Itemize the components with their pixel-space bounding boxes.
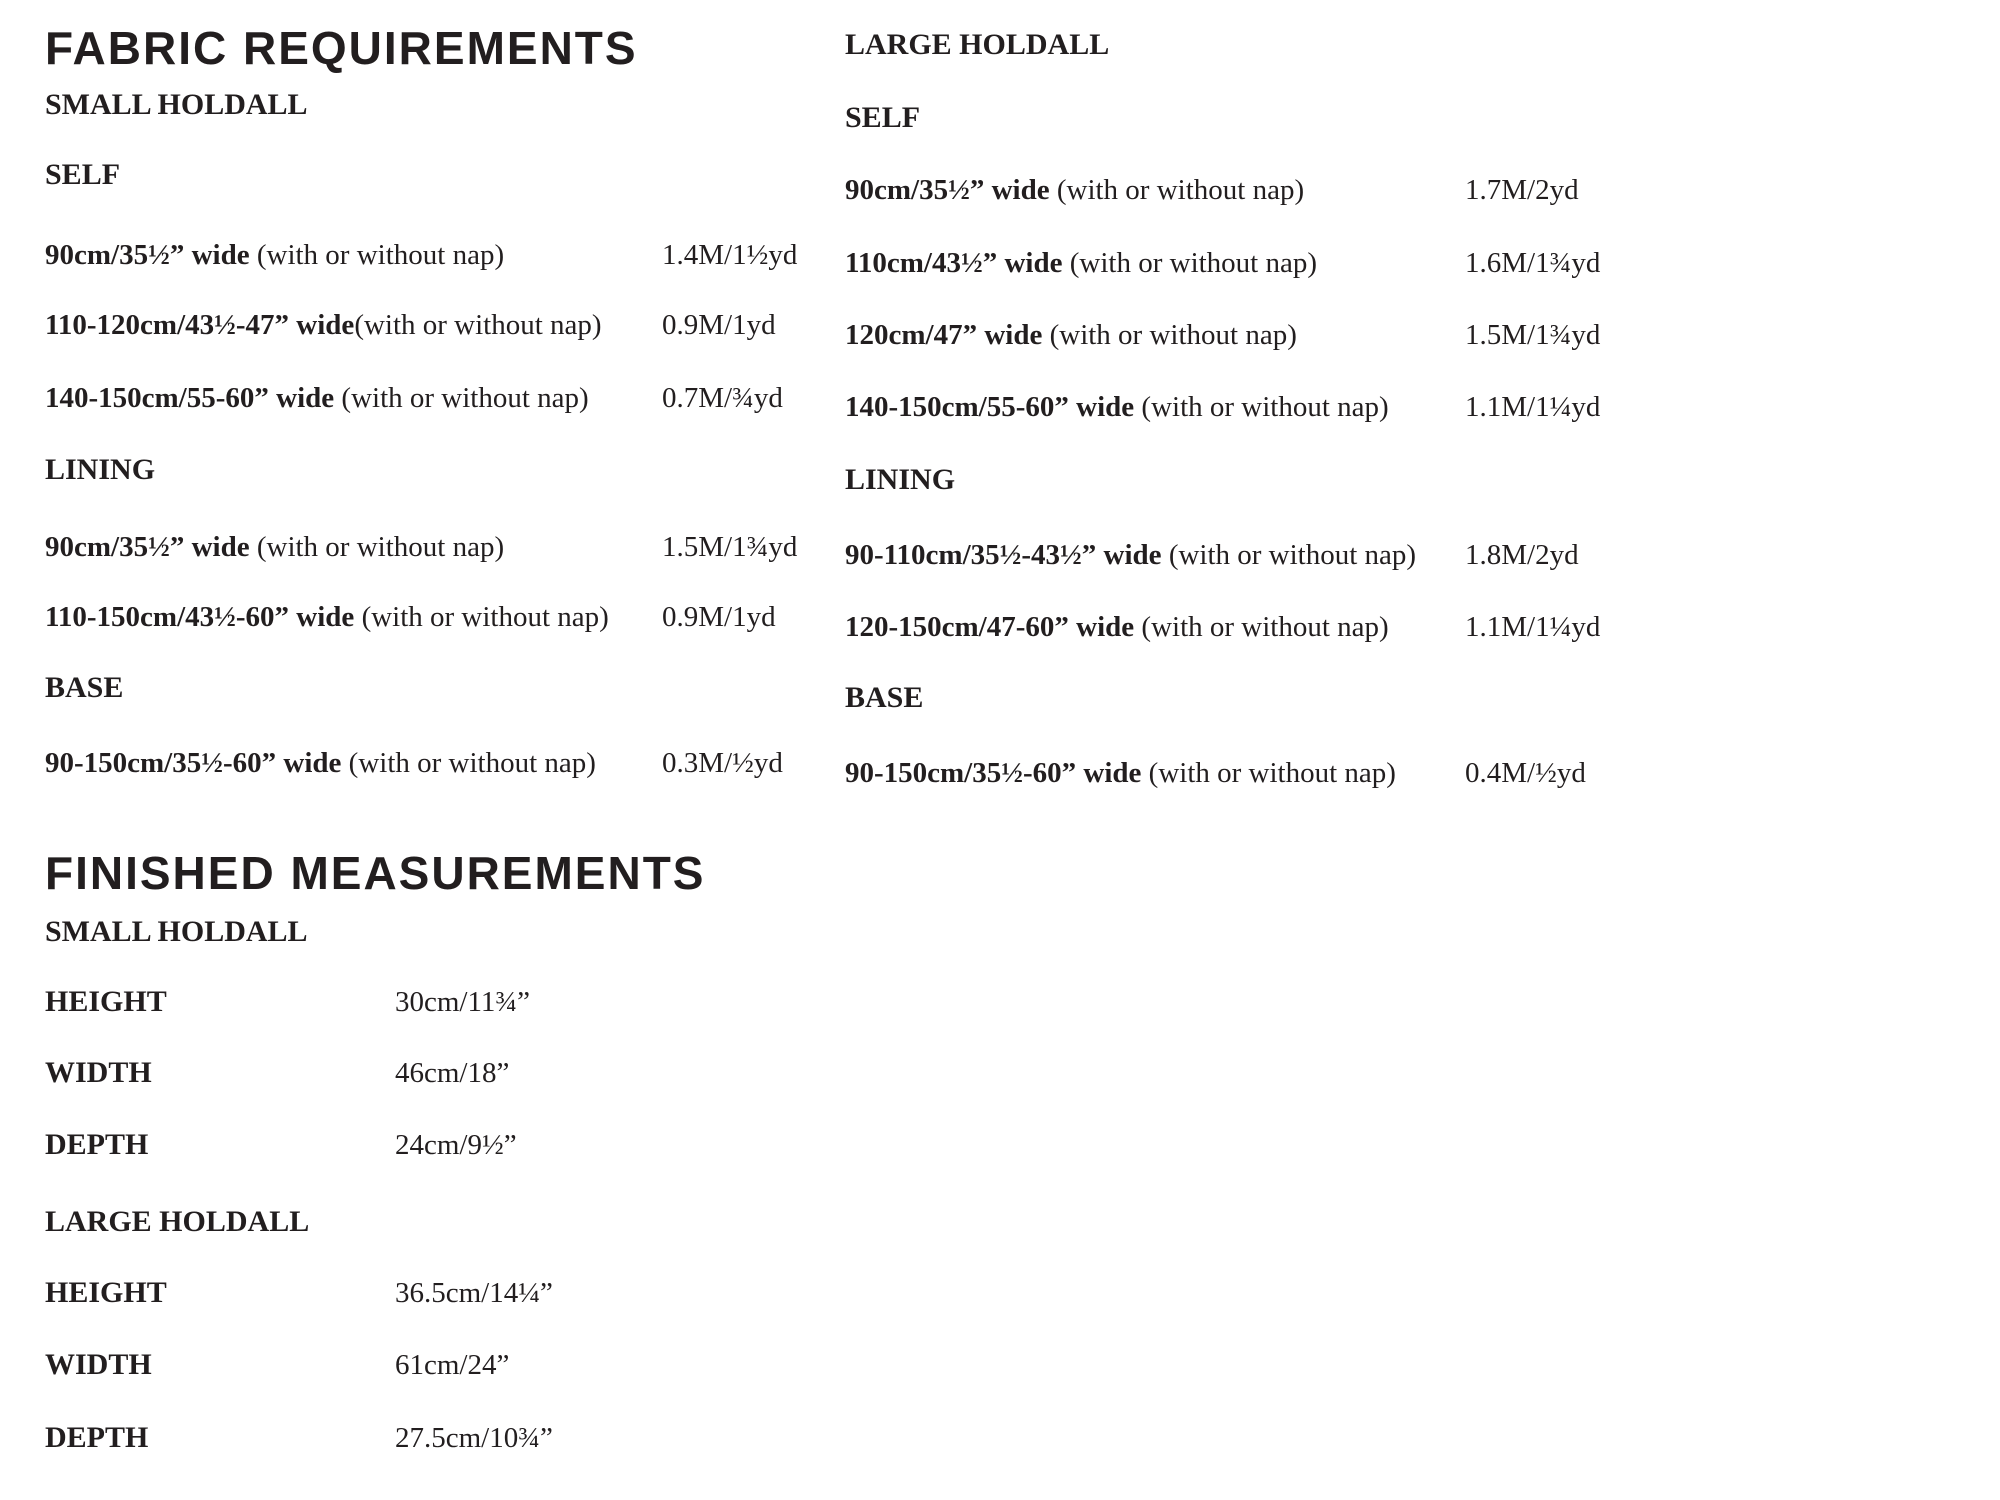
fabric-row bbox=[845, 609, 1665, 645]
fabric-row bbox=[45, 237, 840, 273]
fabric-width-label bbox=[845, 537, 1465, 573]
fabric-amount: 1.5M/1¾yd bbox=[1465, 319, 1601, 351]
fabric-requirements-title: FABRIC REQUIREMENTS bbox=[45, 22, 638, 74]
fabric-row bbox=[45, 307, 840, 343]
measurement-value: 61cm/24” bbox=[395, 1349, 510, 1381]
fabric-width-bold: 90cm/35½” wide bbox=[45, 531, 250, 563]
measurement-label: DEPTH bbox=[45, 1128, 149, 1161]
fabric-width-label bbox=[845, 172, 1465, 208]
measurement-row bbox=[45, 1275, 945, 1311]
large-holdall-heading: LARGE HOLDALL bbox=[845, 28, 1110, 61]
fabric-width-bold: 90-150cm/35½-60” wide bbox=[45, 747, 342, 779]
fabric-width-label bbox=[845, 755, 1465, 791]
measurement-label: DEPTH bbox=[45, 1421, 149, 1454]
base-heading: BASE bbox=[45, 671, 124, 704]
fabric-width-bold: 90-150cm/35½-60” wide bbox=[845, 757, 1142, 789]
fabric-row bbox=[45, 745, 840, 781]
fabric-amount: 0.9M/1yd bbox=[662, 601, 776, 633]
fabric-width-bold: 140-150cm/55-60” wide bbox=[45, 382, 335, 414]
fabric-width-bold: 90cm/35½” wide bbox=[45, 239, 250, 271]
fabric-width-bold: 90cm/35½” wide bbox=[845, 174, 1050, 206]
nap-note: (with or without nap) bbox=[249, 531, 505, 563]
nap-note: (with or without nap) bbox=[1141, 757, 1396, 789]
fabric-amount: 0.9M/1yd bbox=[662, 309, 776, 341]
measurement-row bbox=[45, 984, 945, 1020]
measurement-value: 24cm/9½” bbox=[395, 1129, 517, 1161]
fabric-width-label bbox=[845, 245, 1465, 281]
base-heading: BASE bbox=[845, 681, 924, 714]
nap-note: (with or without nap) bbox=[1134, 611, 1389, 643]
fabric-width-label bbox=[845, 609, 1465, 645]
fabric-width-bold: 120cm/47” wide bbox=[845, 319, 1043, 351]
fabric-width-label bbox=[45, 307, 662, 343]
measurement-value: 30cm/11¾” bbox=[395, 986, 531, 1018]
fabric-amount: 0.7M/¾yd bbox=[662, 382, 783, 414]
fabric-row bbox=[45, 380, 840, 416]
fabric-width-bold: 120-150cm/47-60” wide bbox=[845, 611, 1135, 643]
measurement-value: 27.5cm/10¾” bbox=[395, 1422, 553, 1454]
fabric-row bbox=[845, 389, 1665, 425]
fabric-width-bold: 110-150cm/43½-60” wide bbox=[45, 601, 355, 633]
fabric-requirements-small-holdall-section bbox=[45, 0, 840, 781]
fabric-requirements-large-holdall-section bbox=[845, 0, 1665, 791]
self-heading: SELF bbox=[845, 101, 921, 134]
fabric-width-label bbox=[845, 317, 1465, 353]
nap-note: (with or without nap) bbox=[354, 601, 609, 633]
lining-heading: LINING bbox=[845, 463, 956, 496]
fabric-width-label bbox=[45, 237, 662, 273]
fabric-amount: 1.4M/1½yd bbox=[662, 239, 798, 271]
small-holdall-heading: SMALL HOLDALL bbox=[45, 88, 308, 121]
small-holdall-heading: SMALL HOLDALL bbox=[45, 915, 308, 948]
fabric-amount: 1.8M/2yd bbox=[1465, 539, 1579, 571]
measurement-value: 36.5cm/14¼” bbox=[395, 1277, 553, 1309]
nap-note: (with or without nap) bbox=[1161, 539, 1417, 571]
fabric-width-bold: 140-150cm/55-60” wide bbox=[845, 391, 1135, 423]
fabric-amount: 1.1M/1¼yd bbox=[1465, 611, 1601, 643]
fabric-row bbox=[45, 599, 840, 635]
measurement-row bbox=[45, 1127, 945, 1163]
fabric-width-label bbox=[845, 389, 1465, 425]
fabric-row bbox=[45, 529, 840, 565]
measurement-row bbox=[45, 1055, 945, 1091]
self-heading: SELF bbox=[45, 158, 121, 191]
fabric-row bbox=[845, 317, 1665, 353]
fabric-width-label bbox=[45, 529, 662, 565]
finished-measurements-section bbox=[45, 848, 945, 1456]
fabric-amount: 1.1M/1¼yd bbox=[1465, 391, 1601, 423]
nap-note: (with or without nap) bbox=[1049, 174, 1305, 206]
finished-measurements-title: FINISHED MEASUREMENTS bbox=[45, 847, 706, 899]
fabric-amount: 1.6M/1¾yd bbox=[1465, 247, 1601, 279]
lining-heading: LINING bbox=[45, 453, 156, 486]
fabric-width-bold: 90-110cm/35½-43½” wide bbox=[845, 539, 1162, 571]
fabric-width-bold: 110cm/43½” wide bbox=[845, 247, 1063, 279]
large-holdall-heading: LARGE HOLDALL bbox=[45, 1205, 310, 1238]
fabric-width-label bbox=[45, 745, 662, 781]
fabric-row bbox=[845, 172, 1665, 208]
fabric-width-label bbox=[45, 380, 662, 416]
fabric-width-label bbox=[45, 599, 662, 635]
measurement-value: 46cm/18” bbox=[395, 1057, 510, 1089]
nap-note: (with or without nap) bbox=[334, 382, 589, 414]
nap-note: (with or without nap) bbox=[341, 747, 596, 779]
fabric-amount: 0.3M/½yd bbox=[662, 747, 783, 779]
fabric-amount: 1.5M/1¾yd bbox=[662, 531, 798, 563]
measurement-label: WIDTH bbox=[45, 1348, 152, 1381]
nap-note: (with or without nap) bbox=[1062, 247, 1318, 279]
fabric-width-bold: 110-120cm/43½-47” wide bbox=[45, 309, 355, 341]
fabric-row bbox=[845, 537, 1665, 573]
measurement-label: HEIGHT bbox=[45, 985, 167, 1018]
nap-note: (with or without nap) bbox=[354, 309, 602, 341]
measurement-row bbox=[45, 1347, 945, 1383]
measurement-label: WIDTH bbox=[45, 1056, 152, 1089]
fabric-row bbox=[845, 245, 1665, 281]
fabric-amount: 0.4M/½yd bbox=[1465, 757, 1586, 789]
fabric-row bbox=[845, 755, 1665, 791]
fabric-amount: 1.7M/2yd bbox=[1465, 174, 1579, 206]
measurement-label: HEIGHT bbox=[45, 1276, 167, 1309]
nap-note: (with or without nap) bbox=[1042, 319, 1297, 351]
measurement-row bbox=[45, 1420, 945, 1456]
nap-note: (with or without nap) bbox=[249, 239, 505, 271]
nap-note: (with or without nap) bbox=[1134, 391, 1389, 423]
